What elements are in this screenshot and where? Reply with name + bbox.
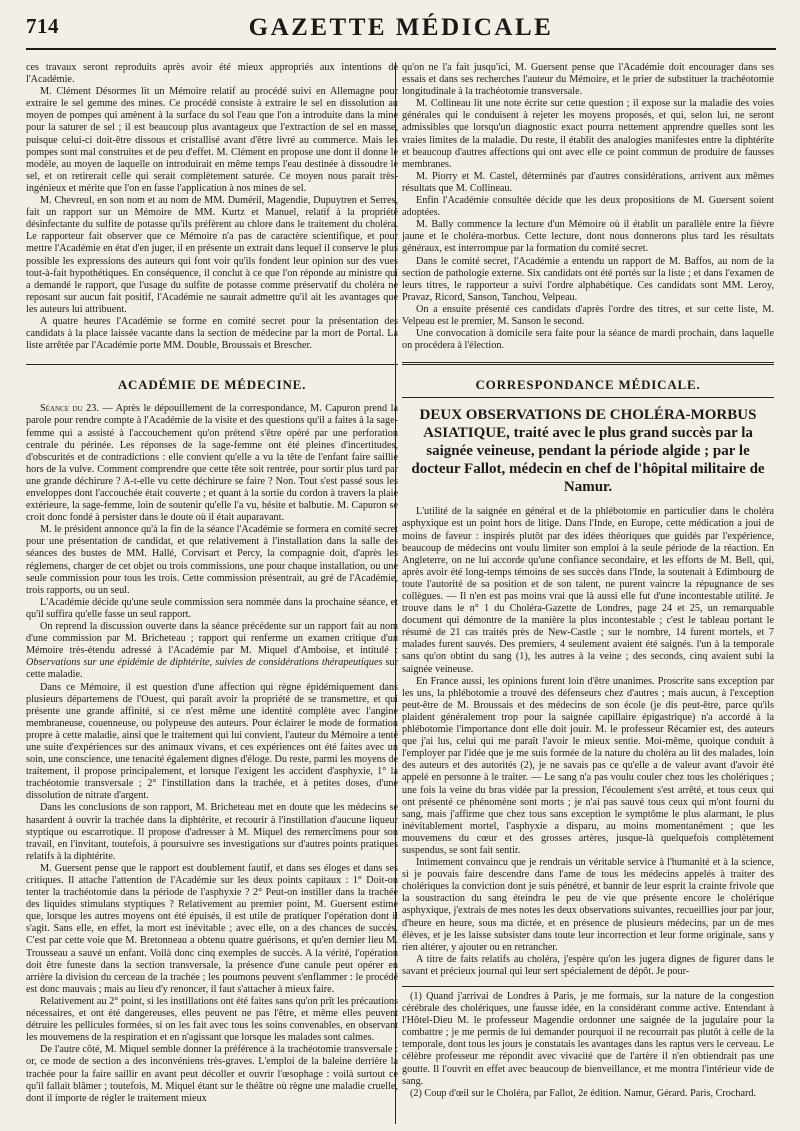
footnote: (1) Quand j'arrivai de Londres à Paris, je me formais, sur la nature de la congestion cérébrale des cholériques, une fausse idée, en la considérant comme active. Entendant à l'Hôtel-Dieu M. le professeur Magendie ordonner une saignée de la jugulaire pour la combattre ; je me permis de lui demander pourquoi il ne recourrait pas plutôt à celle de la temporale, dont tous les jours je constatais les avantages dans les raptus vers le cerveau. Le célèbre professeur me répondit avec vivacité que de l'artère il n'en obtiendrait pas une goutte. Il l'ouvrit en effet avec beaucoup de bienveillance, et me montra l'intérieur vide de sang. [402,991,774,1087]
section-title-correspondance: CORRESPONDANCE MÉDICALE. [475,377,701,393]
paragraph: Dans le comité secret, l'Académie a entendu un rapport de M. Baffos, au nom de la section de pathologie externe. Six candidats ont été portés sur la liste ; et dans l'examen de leurs titres, le rapporteur a suivi l'ordre alphabétique. Ces candidats sont MM. Leroy, Pravaz, Ricord, Sanson, Tanchou, Velpeau. [402,255,774,303]
newspaper-title: GAZETTE MÉDICALE [248,14,554,41]
right-column [402,62,774,1124]
paragraph: Dans les conclusions de son rapport, M. Bricheteau met en doute que les médecins se hasardent à ouvrir la trachée dans la diphtérite, et recourir à l'instillation d'aucune liqueur styptique ou escarrotique. Il propose d'adresser à M. Miquel des remercîmens pour son travail, en l'invitant, toutefois, à poursuivre ses investigations sur d'autres points pratiques relatifs à la diphtérite. [26,802,398,862]
footnote: (2) Coup d'œil sur le Choléra, par Fallot, 2e édition. Namur, Gérard. Paris, Crochard. [410,1087,757,1099]
section-rule [402,362,774,365]
paragraph [26,403,398,524]
paragraph: M. Collineau lit une note écrite sur cette question ; il expose sur la maladie des voies générales qui le conduisent à rejeter les moyens proposés, et qui, selon lui, ne seront admissibles que lorsqu'un diagnostic exact pourra nettement apprendre quelles sont les vraies limites de la maladie. Du reste, il établit des analogies manifestes entre la diphtérite et beaucoup d'autres affections qui ont avec elle ce point commun de produire de fausses membranes. [402,98,774,170]
section-rule [26,364,398,365]
paragraph: Relativement au 2° point, si les instillations ont été faites sans qu'on prît les précautions nécessaires, et ont été dangereuses, elles peuvent ne pas l'être, et même elles peuvent détruire les pellicules formées, si on les fait avec tous les soins convenables, en observant les mouvemens de la respiration et en n'agissant que lorsque les malades sont calmes. [26,995,398,1044]
paragraph: Dans ce Mémoire, il est question d'une affection qui règne épidémiquement dans plusieurs départemens de l'Ouest, qui paraît avoir la propriété de se transmettre, et qui présente une grande affinité, si ce n'est même une identité complète avec l'angine membraneuse, couenneuse, ou polypeuse des auteurs. Pour éclairer le mode de formation propre à cette maladie, ainsi que le traitement qui lui convient, l'auteur du Mémoire a tenté une suite d'expériences sur des animaux vivans, et ces expériences ont été faites avec un soin, une conscience, une tenacité également dignes d'éloge. Du reste, parmi les moyens de traitement, il propose principalement, et lorsque l'exigent les accident d'asphyxie, 1° la trachéotomie transversale ; 2° l'instillation dans la trachée, et à petites doses, d'une dissolution de nitrate d'argent. [26,681,398,802]
page-number: 714 [26,14,59,38]
left-column [26,62,398,1124]
paragraph: On a ensuite présenté ces candidats d'après l'ordre des titres, et sur cette liste, M. Velpeau est le premier, M. Sanson le second. [402,303,774,327]
paragraph: L'utilité de la saignée en général et de la phlébotomie en particulier dans le choléra asphyxique est un point hors de litige. Dans l'Inde, en Europe, cette médication a joui de moins de faveur : inspirés plutôt par des idées théoriques que guidés par l'expérience, beaucoup de médecins ont voulu limiter son emploi à la seule période de la réaction. En Angleterre, on ne lui accorde qu'une confiance secondaire, et les efforts de M. Bell, qui, après avoir été long-temps témoins de ses succès dans l'Inde, la soutenait à Edimbourg de toute l'autorité de sa position et de son talent, ne purent vaincre la répugnance de ses collègues. — Il n'en est pas moins vrai que là aussi elle fut d'une incontestable utilité. Je trouve dans le n° 1 du Choléra-Gazette de Londres, page 24 et 25, un remarquable document qui démontre de la manière la plus incontestable ; c'est le tableau portant le résumé de 21 cas traités près de New-Castle ; sur le nombre, 14 furent mortels, et 7 malades furent sauvés. Des premiers, 4 seulement avaient été saignés. l'un à la temporale sans qu'on obtint du sang (1), les autres à la veine ; des seconds, cinq avaient subi la saignée veineuse. [402,506,774,675]
paragraph: M. le président annonce qu'à la fin de la séance l'Académie se formera en comité secret pour une présentation de candidat, et que relativement à l'installation dans la salle des séances des bustes de MM. Hallé, Corvisart et Percy, la compagnie doit, d'après les réglemens, charger de cet objet ou trois commissions, une pour chaque installation, ou une seule commission pour tous les trois. Cette commission présentrait, au gré de l'Académie, trois rapports, ou un seul. [26,524,398,596]
paragraph: A quatre heures l'Académie se forme en comité secret pour la présentation des candidats à la place laissée vacante dans la section de médecine par la mort de Portal. La liste arrêtée par l'Académie porte MM. Double, Broussais et Brescher. [26,315,398,352]
paragraph: M. Guersent pense que le rapport est doublement fautif, et dans ses éloges et dans ses critiques. Il attache l'attention de l'Académie sur les deux points capitaux : 1° Doit-on tenter la trachéotomie dans la période de l'asphyxie ? 2° Peut-on instiller dans la trachée des liquides stimulans styptiques ? Relativement au premier point, M. Guersent estime que, lorsque les autres moyens ont été épuisés, il est utile de pratiquer l'opération dont il s'agit. Sans elle, en effet, la mort est inévitable ; avec elle, on a des chances de succès. C'est par cette voie que M. Bretonneau a obtenu quatre guérisons, et qu'en dernier lieu M. Trousseau a sauvé un enfant. Voilà donc cinq exemples de succès. A la vérité, l'opération doit être funeste dans la section transversale, la présence d'une canule peut opérer en arrière la division du cerceau de la trachée ; les poumons peuvent s'enflammer : le procédé est donc mauvais ; mais au lieu d'y renoncer, il faut s'attacher à mieux faire. [26,862,398,995]
paragraph: De l'autre côté, M. Miquel semble donner la préférence à la trachéotomie transversale : or, ce mode de section a des inconvéniens très-graves. L'emploi de la baleine derrière la trachée pour la faire saillir en avant peut décoller et ouvrir l'œsophage : voilà surtout ce qu'il fallait blâmer ; toutefois, M. Miquel étant sur le théâtre où règne une maladie cruelle, dont il importe de régler le traitement mieux [26,1044,398,1104]
paragraph: M. Bally commence la lecture d'un Mémoire où il établit un parallèle entre la fièvre jaune et le choléra-morbus. Cette lecture, dont nous donnerons plus tard les résultats généraux, est interrompue par la formation du comité secret. [402,219,774,255]
paragraph: M. Clément Désormes lit un Mémoire relatif au procédé suivi en Allemagne pour extraire le sel gemme des mines. Ce procédé consiste à extraire le sel en dissolution au moyen de pompes qui amènent à la surface du sol l'eau que l'on a introduite dans la mine pour la saturer de sel ; il est beaucoup plus avantageux que l'extraction de sel en masse, puisque celui-ci doit-être dissous et cristallisé avant d'être livré au commerce. Mais les pompes sont mal construites et de peu d'effet. M. Clément en propose une dont il donne le modèle, au moyen de laquelle on introduirait en même temps l'eau destinée à dissoudre le sel, et on retirerait celle qui serait complètement saturée. Ce moyen nous parait très-ingénieux et mérite que l'on en fasse l'application à nos mines de sel. [26,86,398,194]
memoire-title: Observations sur une épidémie de diphtérite, suivies de considérations thérapeutiques [26,657,383,669]
paragraph: M. Chevreul, en son nom et au nom de MM. Duméril, Magendie, Dupuytren et Serres, fait un rapport sur un Mémoire de MM. Kurtz et Manuel, relatif à la propriété désinfectante du sulfite de potasse qu'ils préfèrent au chlore dans le traitement du choléra. Le rapporteur fait observer que ce Mémoire n'a pas de caractère scientifique, et pour mettre l'Académie en état d'en juger, il en présente un extrait dans lequel il conserve le plus possible les expressions des auteurs qui font voir qu'ils fondent leur opinion sur des vues tout-à-fait hypothétiques. En conséquence, il conclut à ce que l'on réponde au ministre qui a demandé le rapport, que l'usage du sulfite de potasse comme préservatif du choléra ne reposant sur aucun fait positif, l'Académie ne saurait admettre qu'il ait les avantages que les auteurs lui attribuent. [26,195,398,315]
seance-label: Séance du 23. [40,403,99,415]
paragraph: qu'on ne l'a fait jusqu'ici, M. Guersent pense que l'Académie doit encourager dans ses essais et dans ses recherches l'auteur du Mémoire, et le prier de substituer la trachéotomie longitudinale à la trachéotomie transversale. [402,62,774,98]
article-title: DEUX OBSERVATIONS DE CHOLÉRA-MORBUS ASIATIQUE, traité avec le plus grand succès par la saignée veineuse, pendant la période algide ; par le docteur Fallot, médecin en chef de l'hôpital militaire de Namur. [411,407,765,496]
paragraph: ces travaux seront reproduits après avoir été mieux appropriés aux intentions de l'Académie. [26,62,398,86]
page-header [26,14,776,50]
paragraph-text: On reprend la discussion ouverte dans la séance précédente sur un rapport fait au nom d'une commission par M. Bricheteau ; rapport qui renferme un examen critique d'un Mémoire très-étendu adressé à l'Académie par M. Miquel d'Amboise, et intitulé : [26,621,398,657]
footnotes [402,986,774,1100]
paragraph: Une convocation à domicile sera faite pour la séance de mardi prochain, dans laquelle on procédera à l'élection. [402,328,774,352]
paragraph: Intimement convaincu que je rendrais un véritable service à l'humanité et à la science, si je pouvais faire descendre dans l'ame de tous les médecins appelés à traiter des cholériques la conviction dont je suis pénétré, et bannir de leur esprit la crainte frivole que la soustraction du sang éteindra le peu de vie que présente encore le cholérique asphyxique, j'extrais de mes notes les deux observations suivantes, recueillies jour par jour, d'heure en heure, sous ma dictée, et en présence de plusieurs médecins, par un de mes élèves, et je les laisse subsister dans toute leur incorrection et leur forme originale, sans y rien altérer, y ajouter ou en retrancher. [402,857,774,953]
paragraph: En France aussi, les opinions furent loin d'être unanimes. Proscrite sans exception par les uns, la phlébotomie a trouvé des défenseurs chez d'autres ; mais aucun, à l'exception peut-être de M. Broussais et des médecins de son école (je dis peut-être, parce qu'ils plaident généralement trop pour la saignée capillaire épigastrique) n'a accordé à la phlébotomie l'importance dont elle doit jouir. M. le professeur Récamier est, des auteurs que j'ai lus, celui qui me paraît l'avoir le mieux sentie. Moi-même, quoique conduit à l'employer par l'idée que je me suis formée de la nature du choléra au lit des malades, loin des auteurs et des autorités (2), je ne savais pas ce qu'elle a de valeur avant d'avoir été appelé en personne à le traiter. — Le sang n'a pas voulu couler chez tous les cholériques ; une fois la veine du bras vidée par la pression, l'écoulement s'est arrêté, et tous ceux qui ont présenté ce phénomène sont morts ; je n'ai pas sauvé tous ceux qui m'ont fourni du sang, mais j'affirme que chez tous sans exception le symptôme le plus alarmant, le plus inévitablement mortel, l'asphyxie a disparu, au moins momentanément ; que les mouvemens du cœur et des grosses artères, jusque-là quelquefois complètement suspendus, se sont fait sentir. [402,675,774,856]
memoire-suffix: sur cette maladie. [26,657,398,681]
paragraph: M. Piorry et M. Castel, déterminés par d'autres considérations, arrivent aux mêmes résultats que M. Collineau. [402,170,774,194]
section-rule [402,397,774,398]
paragraph [26,621,398,681]
paragraph-text: — Après le dépouillement de la correspondance, M. Capuron prend la parole pour rendre compte à l'Académie de la visite et des questions qu'il a faites à la sage-femme qui a assisté à l'accouchement qu'on prétend s'être opéré par une perforation centrale du périnée. Les réponses de la sage-femme ont été pleines d'incertitudes, d'obscurités et de contradictions : elle convient qu'elle a vu la tête de l'enfant faire saillie hors de la vulve. Comment comprendre que cette tête soit rentrée, pour sortir plus tard par une grande déchirure ? A-t-elle vu cette déchirure se faire ? Non. Tout s'est passé sous les enveloppes dont l'accouchée était couverte ; et quant à la sortie du cordon à travers la plaie extérieure, la sage-femme, loin de soutenir qu'elle l'a vu, hésite et balbutie. M. Capuron se croit donc fondé à persister dans le doute où il était auparavant. [26,403,398,524]
section-title-academie: ACADÉMIE DE MÉDECINE. [117,377,307,393]
paragraph: L'Académie décide qu'une seule commission sera nommée dans la prochaine séance, et qu'il suffira qu'elle fasse un seul rapport. [26,596,398,620]
paragraph: A titre de faits relatifs au choléra, j'espère qu'on les jugera dignes de figurer dans le savant et précieux journal qui leur sert spécialement de dépôt. Je pour- [402,953,774,977]
paragraph: Enfin l'Académie consultée décide que les deux propositions de M. Guersent soient adoptées. [402,195,774,219]
